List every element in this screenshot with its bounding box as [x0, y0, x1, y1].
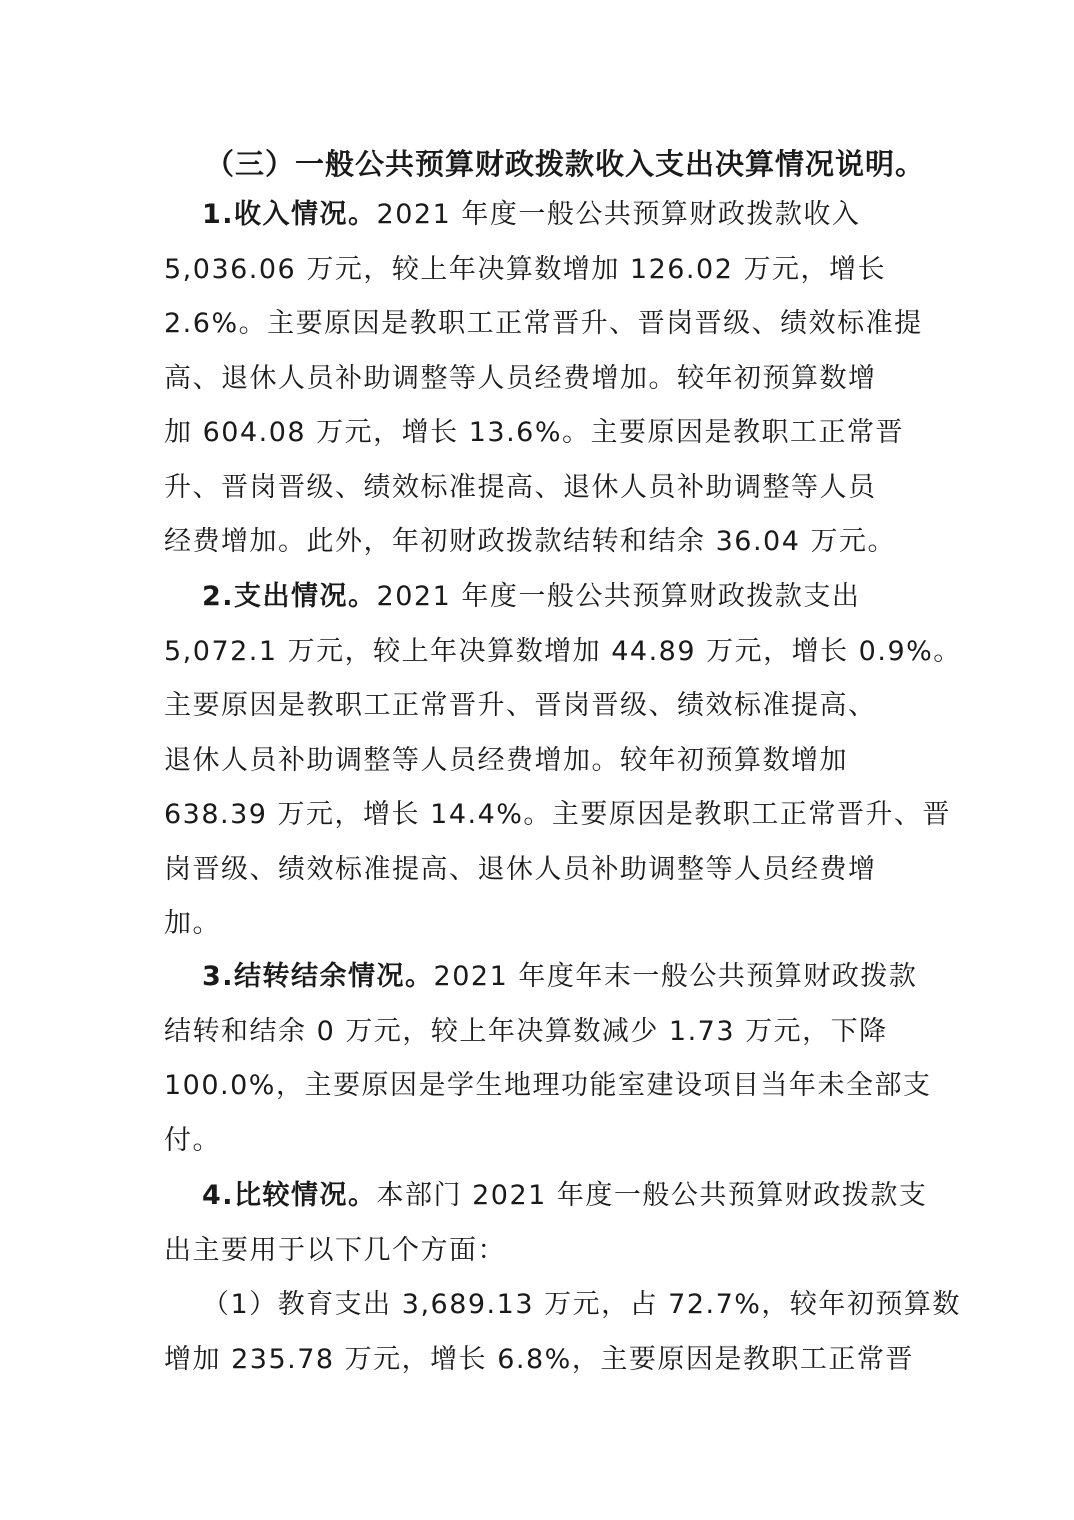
paragraph-first-line — [164, 570, 916, 625]
paragraph-line: 5,072.1 万元，较上年决算数增加 44.89 万元，增长 0.9%。 — [164, 635, 962, 667]
comparison-lead: 4.比较情况。 — [202, 1180, 377, 1211]
paragraph-line: 高、退休人员补助调整等人员经费增加。较年初预算数增 — [164, 362, 877, 394]
education-item-paragraph — [164, 1278, 961, 1387]
paragraph-line: 2.6%。主要原因是教职工正常晋升、晋岗晋级、绩效标准提 — [164, 308, 923, 339]
paragraph-line: 付。 — [164, 1124, 221, 1156]
paragraph-line: 结转和结余 0 万元，较上年决算数减少 1.73 万元，下降 — [164, 1015, 888, 1047]
paragraph-line: 岗晋级、绩效标准提高、退休人员补助调整等人员经费增 — [164, 853, 877, 885]
balance-lead: 3.结转结余情况。 — [202, 961, 434, 992]
paragraph-text: 2021 年度年末一般公共预算财政拨款 — [433, 961, 918, 992]
paragraph-line: 退休人员补助调整等人员经费增加。较年初预算数增加 — [164, 744, 848, 776]
paragraph-first-line — [164, 1169, 928, 1224]
paragraph-line: 加 604.08 万元，增长 13.6%。主要原因是教职工正常晋 — [164, 417, 904, 448]
paragraph-line: 升、晋岗晋级、绩效标准提高、退休人员补助调整等人员 — [164, 471, 877, 503]
paragraph-text: 2021 年度一般公共预算财政拨款收入 — [376, 199, 861, 230]
paragraph-text: 2021 年度一般公共预算财政拨款支出 — [376, 581, 861, 612]
paragraph-line: 加。 — [164, 908, 221, 939]
paragraph-line: 出主要用于以下几个方面： — [164, 1234, 506, 1266]
paragraph-line: 增加 235.78 万元，增长 6.8%，主要原因是教职工正常晋 — [164, 1343, 914, 1375]
paragraph-first-line — [164, 188, 916, 243]
paragraph-first-line — [164, 950, 916, 1005]
expenditure-lead: 2.支出情况。 — [202, 581, 377, 612]
section-heading: （三）一般公共预算财政拨款收入支出决算情况说明。 — [205, 147, 926, 181]
income-paragraph — [164, 188, 923, 570]
expenditure-paragraph — [164, 570, 962, 952]
paragraph-line: 100.0%，主要原因是学生地理功能室建设项目当年未全部支 — [164, 1070, 932, 1101]
paragraph-line: 638.39 万元，增长 14.4%。主要原因是教职工正常晋升、晋 — [164, 799, 951, 830]
paragraph-first-line: （1）教育支出 3,689.13 万元，占 72.7%，较年初预算数 — [202, 1289, 961, 1320]
paragraph-line: 经费增加。此外，年初财政拨款结转和结余 36.04 万元。 — [164, 526, 896, 557]
income-lead: 1.收入情况。 — [202, 199, 377, 230]
paragraph-line: 主要原因是教职工正常晋升、晋岗晋级、绩效标准提高、 — [164, 690, 877, 721]
paragraph-text: 本部门 2021 年度一般公共预算财政拨款支 — [376, 1180, 928, 1211]
paragraph-line: 5,036.06 万元，较上年决算数增加 126.02 万元，增长 — [164, 253, 886, 285]
balance-paragraph — [164, 950, 932, 1168]
comparison-paragraph — [164, 1169, 928, 1278]
